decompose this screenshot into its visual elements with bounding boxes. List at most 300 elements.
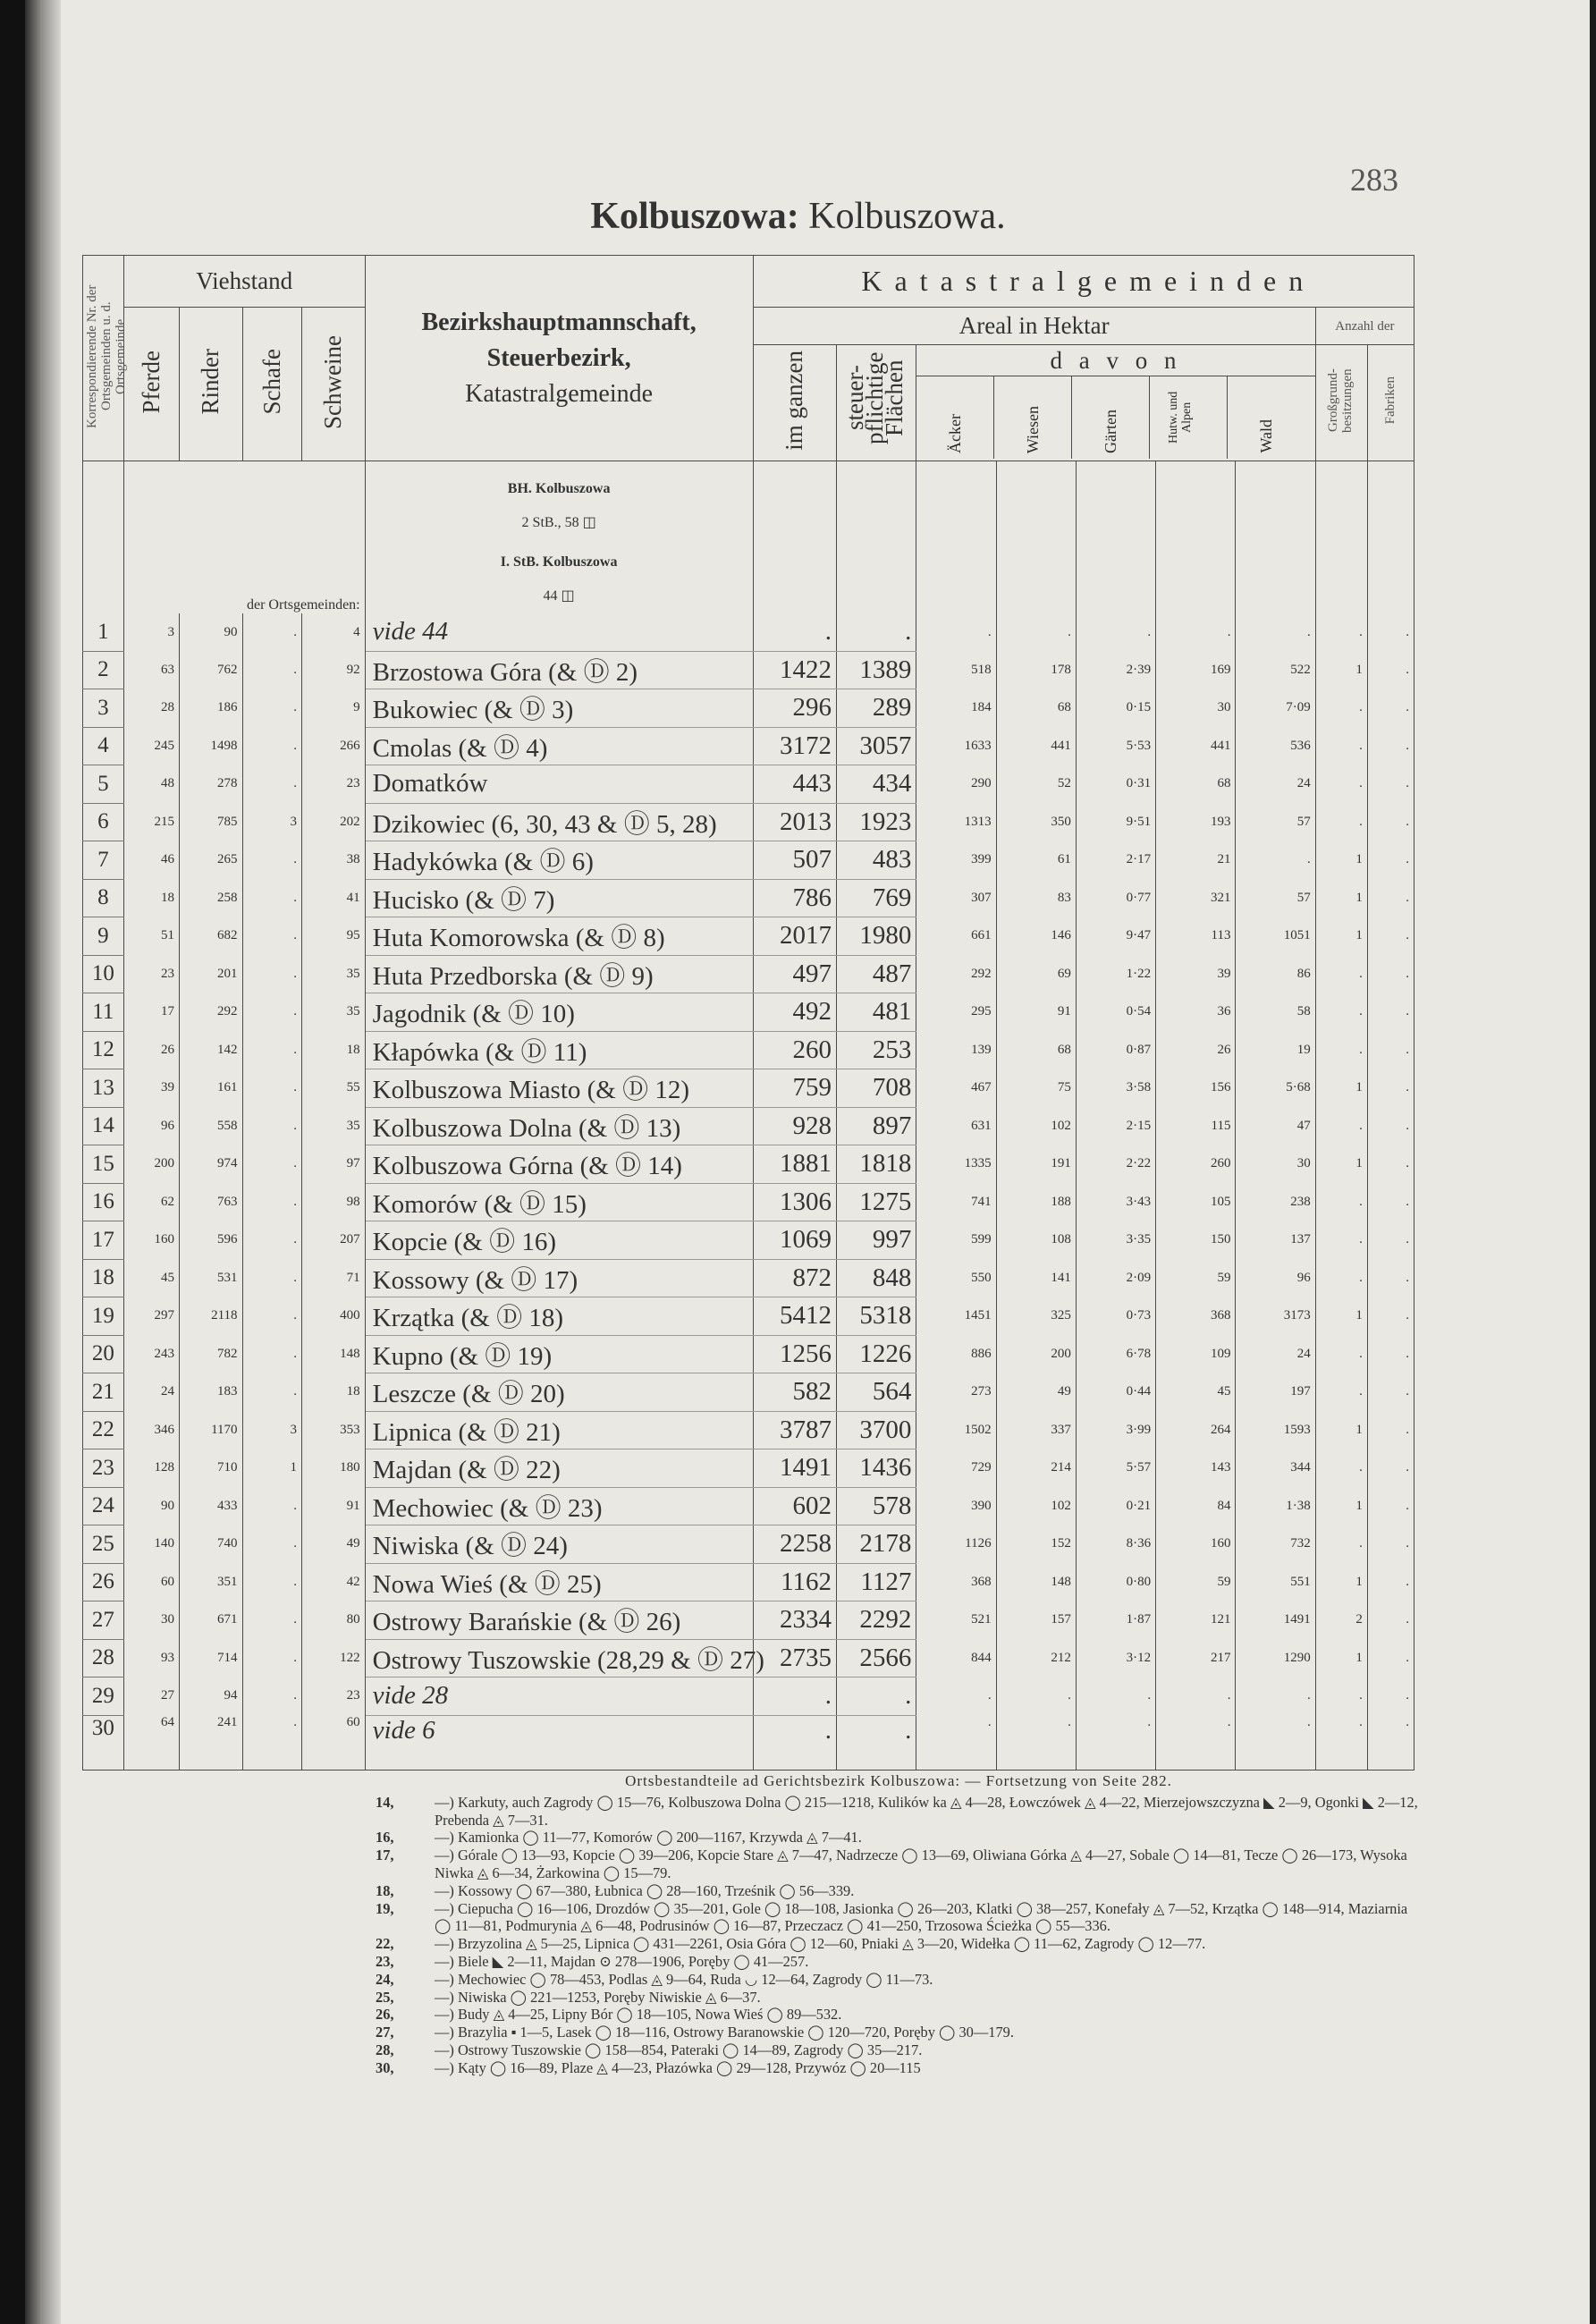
grossgrund-cell: . xyxy=(1315,1183,1367,1221)
col-schweine-header: Schweine xyxy=(301,308,365,461)
steuerpflichtig-cell: 487 xyxy=(837,955,916,993)
footnote-text: —) Kossowy ◯ 67—380, Łubnica ◯ 28—160, Trześnik ◯ 56—339. xyxy=(435,1881,855,1899)
row-number: 14 xyxy=(83,1107,124,1145)
gaerten-cell: 1·22 xyxy=(1076,955,1155,993)
schweine-cell: 202 xyxy=(301,803,365,841)
im-ganzen-cell: 507 xyxy=(753,841,836,880)
gemeinde-name-cell: Kupno (& Ⓓ 19) xyxy=(365,1335,753,1373)
fabriken-cell: . xyxy=(1367,917,1414,956)
row-number: 24 xyxy=(83,1487,124,1525)
rinder-cell: 785 xyxy=(179,803,242,841)
table-row xyxy=(83,803,1414,841)
wiesen-cell: 441 xyxy=(996,727,1076,765)
grossgrund-cell: 1 xyxy=(1315,1487,1367,1525)
rinder-cell: 1170 xyxy=(179,1411,242,1449)
im-ganzen-cell: 1306 xyxy=(753,1183,836,1221)
aecker-cell: 518 xyxy=(916,651,996,689)
gaerten-cell: 8·36 xyxy=(1076,1525,1155,1564)
wald-cell: 19 xyxy=(1236,1031,1315,1069)
intro-empty xyxy=(1156,461,1236,614)
grossgrund-cell: 1 xyxy=(1315,1297,1367,1336)
row-number: 17 xyxy=(83,1221,124,1260)
footnote-item xyxy=(376,1794,1422,1830)
footnotes-heading: Ortsbestandteile ad Gerichtsbezirk Kolbuszowa: — Fortsetzung von Seite 282. xyxy=(625,1772,1172,1789)
grossgrund-cell: 1 xyxy=(1315,1411,1367,1449)
schweine-cell: 41 xyxy=(301,879,365,917)
steuerpflichtig-cell: 997 xyxy=(837,1221,916,1260)
im-ganzen-cell: 2334 xyxy=(753,1601,836,1640)
row-number: 6 xyxy=(83,803,124,841)
aecker-cell: 550 xyxy=(916,1259,996,1297)
intro-num-cell xyxy=(83,461,124,614)
areal-header: Areal in Hektar xyxy=(753,308,1315,345)
footnote-item xyxy=(376,1935,1422,1953)
schweine-cell: 97 xyxy=(301,1145,365,1184)
steuerpflichtig-cell: 3057 xyxy=(837,727,916,765)
footnote-key: 14, xyxy=(376,1793,394,1811)
wald-cell: 344 xyxy=(1236,1449,1315,1488)
schafe-cell: . xyxy=(242,1639,301,1678)
anzahl-header: Anzahl der xyxy=(1315,308,1414,345)
gemeinde-name-cell: Leszcze (& Ⓓ 20) xyxy=(365,1373,753,1412)
gemeinde-name-cell: Kolbuszowa Dolna (& Ⓓ 13) xyxy=(365,1107,753,1145)
intro-empty xyxy=(837,461,916,614)
gemeinde-name-cell: Kopcie (& Ⓓ 16) xyxy=(365,1221,753,1260)
im-ganzen-cell: 296 xyxy=(753,689,836,728)
footnote-text: —) Biele ◣ 2—11, Majdan ⊙ 278—1906, Poręby ◯ 41—257. xyxy=(435,1952,809,1970)
hutweiden-cell: 68 xyxy=(1156,765,1236,804)
page-title xyxy=(0,195,1596,238)
wald-cell: 197 xyxy=(1236,1373,1315,1412)
table-row xyxy=(83,1411,1414,1449)
aecker-cell: 467 xyxy=(916,1069,996,1108)
row-number: 23 xyxy=(83,1449,124,1488)
row-number: 1 xyxy=(83,613,124,651)
gaerten-cell: 0·31 xyxy=(1076,765,1155,804)
steuerpflichtig-cell: 564 xyxy=(837,1373,916,1412)
fabriken-cell: . xyxy=(1367,1107,1414,1145)
gaerten-cell: 3·43 xyxy=(1076,1183,1155,1221)
grossgrund-cell: . xyxy=(1315,765,1367,804)
schweine-cell: 98 xyxy=(301,1183,365,1221)
rinder-cell: 265 xyxy=(179,841,242,880)
gaerten-cell: 3·35 xyxy=(1076,1221,1155,1260)
footnote-item xyxy=(376,1829,1422,1847)
intro-empty xyxy=(1236,461,1315,614)
schafe-cell: . xyxy=(242,727,301,765)
gaerten-cell: 0·80 xyxy=(1076,1563,1155,1601)
pferde-cell: 200 xyxy=(123,1145,179,1184)
grossgrund-cell: . xyxy=(1315,955,1367,993)
fabriken-cell: . xyxy=(1367,1678,1414,1716)
grossgrund-cell: . xyxy=(1315,1221,1367,1260)
footnote-key: 22, xyxy=(376,1935,394,1953)
fabriken-cell: . xyxy=(1367,993,1414,1032)
schafe-cell: . xyxy=(242,1525,301,1564)
table-row xyxy=(83,1678,1414,1716)
fabriken-cell: . xyxy=(1367,1221,1414,1260)
schweine-cell: 91 xyxy=(301,1487,365,1525)
intro-empty xyxy=(753,461,836,614)
grossgrund-cell: . xyxy=(1315,1678,1367,1716)
grossgrund-cell: . xyxy=(1315,613,1367,651)
gaerten-cell: 2·17 xyxy=(1076,841,1155,880)
hutweiden-cell: 109 xyxy=(1156,1335,1236,1373)
hutweiden-cell: 45 xyxy=(1156,1373,1236,1412)
pferde-cell: 245 xyxy=(123,727,179,765)
steuerpflichtig-cell: 1389 xyxy=(837,651,916,689)
rinder-cell: 90 xyxy=(179,613,242,651)
im-ganzen-cell: 759 xyxy=(753,1069,836,1108)
footnote-text: —) Karkuty, auch Zagrody ◯ 15—76, Kolbuszowa Dolna ◯ 215—1218, Kulików ka ◬ 4—28, Łowczówek ◬ 4—22, Mierzejowszczyzna ◣ 2—9, Ogonki ◣ 2—12, Prebenda ◬ 7—31. xyxy=(435,1793,1418,1829)
wiesen-cell: 108 xyxy=(996,1221,1076,1260)
pferde-cell: 63 xyxy=(123,651,179,689)
schafe-cell: . xyxy=(242,1715,301,1770)
pferde-cell: 24 xyxy=(123,1373,179,1412)
schweine-cell: 35 xyxy=(301,955,365,993)
page-title-subdistrict: Kolbuszowa. xyxy=(798,196,1006,237)
hutweiden-cell: 264 xyxy=(1156,1411,1236,1449)
row-number: 18 xyxy=(83,1259,124,1297)
grossgrund-cell: 1 xyxy=(1315,879,1367,917)
wald-cell: 30 xyxy=(1236,1145,1315,1184)
wiesen-cell: 52 xyxy=(996,765,1076,804)
table-row xyxy=(83,689,1414,728)
grossgrund-cell: 1 xyxy=(1315,1563,1367,1601)
schweine-cell: 42 xyxy=(301,1563,365,1601)
steuerpflichtig-cell: 1923 xyxy=(837,803,916,841)
im-ganzen-cell: 872 xyxy=(753,1259,836,1297)
hutweiden-cell: 21 xyxy=(1156,841,1236,880)
wald-cell: 58 xyxy=(1236,993,1315,1032)
aecker-cell: 399 xyxy=(916,841,996,880)
wald-cell: 47 xyxy=(1236,1107,1315,1145)
im-ganzen-cell: 1069 xyxy=(753,1221,836,1260)
fabriken-cell: . xyxy=(1367,1715,1414,1770)
gemeinde-name-cell: Brzostowa Góra (& Ⓓ 2) xyxy=(365,651,753,689)
footnote-key: 28, xyxy=(376,2041,394,2058)
row-number: 12 xyxy=(83,1031,124,1069)
table-body xyxy=(83,461,1414,1770)
davon-group-header xyxy=(916,345,1315,461)
pferde-cell: 23 xyxy=(123,955,179,993)
footnote-item xyxy=(376,1900,1422,1936)
wiesen-cell: . xyxy=(996,613,1076,651)
rinder-cell: 558 xyxy=(179,1107,242,1145)
schafe-cell: . xyxy=(242,955,301,993)
gemeinde-name-cell: vide 28 xyxy=(365,1678,753,1716)
row-number: 13 xyxy=(83,1069,124,1108)
wald-cell: 96 xyxy=(1236,1259,1315,1297)
steuerpflichtig-cell: 848 xyxy=(837,1259,916,1297)
statistics-table xyxy=(82,255,1414,1770)
gemeinde-name-cell: Domatków xyxy=(365,765,753,804)
gemeinde-name-cell: vide 44 xyxy=(365,613,753,651)
fabriken-cell: . xyxy=(1367,879,1414,917)
gaerten-cell: 0·87 xyxy=(1076,1031,1155,1069)
fabriken-cell: . xyxy=(1367,1297,1414,1336)
im-ganzen-cell: 2013 xyxy=(753,803,836,841)
schafe-cell: 3 xyxy=(242,803,301,841)
fabriken-cell: . xyxy=(1367,841,1414,880)
table-row xyxy=(83,1715,1414,1770)
wiesen-cell: 188 xyxy=(996,1183,1076,1221)
im-ganzen-cell: 928 xyxy=(753,1107,836,1145)
wald-cell: 7·09 xyxy=(1236,689,1315,728)
fabriken-cell: . xyxy=(1367,1639,1414,1678)
schweine-cell: 148 xyxy=(301,1335,365,1373)
footnote-item xyxy=(376,1989,1422,2007)
col-aecker-header: Äcker xyxy=(916,376,994,459)
rinder-cell: 974 xyxy=(179,1145,242,1184)
rinder-cell: 531 xyxy=(179,1259,242,1297)
gemeinde-name-cell: Ostrowy Tuszowskie (28,29 & Ⓓ 27) xyxy=(365,1639,753,1678)
pferde-cell: 243 xyxy=(123,1335,179,1373)
gemeinde-name-cell: vide 6 xyxy=(365,1715,753,1770)
schafe-cell: . xyxy=(242,1145,301,1184)
fabriken-cell: . xyxy=(1367,1259,1414,1297)
hutweiden-cell: 115 xyxy=(1156,1107,1236,1145)
row-number: 16 xyxy=(83,1183,124,1221)
wald-cell: 1290 xyxy=(1236,1639,1315,1678)
fabriken-cell: . xyxy=(1367,651,1414,689)
pferde-cell: 297 xyxy=(123,1297,179,1336)
pferde-cell: 17 xyxy=(123,993,179,1032)
schafe-cell: . xyxy=(242,1031,301,1069)
fabriken-cell: . xyxy=(1367,1525,1414,1564)
hutweiden-cell: 193 xyxy=(1156,803,1236,841)
grossgrund-cell: 1 xyxy=(1315,1145,1367,1184)
pferde-cell: 64 xyxy=(123,1715,179,1770)
schweine-cell: 71 xyxy=(301,1259,365,1297)
grossgrund-cell: 2 xyxy=(1315,1601,1367,1640)
table-row xyxy=(83,993,1414,1032)
gemeinde-name-cell: Majdan (& Ⓓ 22) xyxy=(365,1449,753,1488)
hutweiden-cell: 26 xyxy=(1156,1031,1236,1069)
rinder-cell: 161 xyxy=(179,1069,242,1108)
rinder-cell: 278 xyxy=(179,765,242,804)
footnote-item xyxy=(376,2059,1422,2077)
pferde-cell: 30 xyxy=(123,1601,179,1640)
im-ganzen-cell: 2735 xyxy=(753,1639,836,1678)
gaerten-cell: 0·54 xyxy=(1076,993,1155,1032)
aecker-cell: 390 xyxy=(916,1487,996,1525)
aecker-cell: 1335 xyxy=(916,1145,996,1184)
row-number: 29 xyxy=(83,1678,124,1716)
footnote-item xyxy=(376,2041,1422,2059)
gaerten-cell: 2·39 xyxy=(1076,651,1155,689)
hutweiden-cell: 368 xyxy=(1156,1297,1236,1336)
table-row xyxy=(83,765,1414,804)
wiesen-cell: 148 xyxy=(996,1563,1076,1601)
rinder-cell: 241 xyxy=(179,1715,242,1770)
fabriken-cell: . xyxy=(1367,803,1414,841)
fabriken-cell: . xyxy=(1367,689,1414,728)
aecker-cell: 886 xyxy=(916,1335,996,1373)
gaerten-cell: 1·87 xyxy=(1076,1601,1155,1640)
table-row xyxy=(83,1563,1414,1601)
row-number: 27 xyxy=(83,1601,124,1640)
gaerten-cell: 5·53 xyxy=(1076,727,1155,765)
footnote-key: 23, xyxy=(376,1952,394,1970)
wiesen-cell: 68 xyxy=(996,1031,1076,1069)
aecker-cell: 661 xyxy=(916,917,996,956)
rinder-cell: 186 xyxy=(179,689,242,728)
rinder-cell: 682 xyxy=(179,917,242,956)
intro-stb-gemeinden: 44 ◫ xyxy=(543,588,575,604)
fabriken-cell: . xyxy=(1367,1373,1414,1412)
table-row xyxy=(83,917,1414,956)
footnote-item xyxy=(376,2006,1422,2024)
schweine-cell: 60 xyxy=(301,1715,365,1770)
im-ganzen-cell: 602 xyxy=(753,1487,836,1525)
grossgrund-cell: . xyxy=(1315,689,1367,728)
pferde-cell: 26 xyxy=(123,1031,179,1069)
hutweiden-cell: . xyxy=(1156,1715,1236,1770)
footnote-text: —) Brazylia ▪ 1—5, Lasek ◯ 18—116, Ostrowy Baranowskie ◯ 120—720, Poręby ◯ 30—179. xyxy=(435,2024,1014,2041)
col-rinder-header: Rinder xyxy=(179,308,242,461)
footnote-key: 18, xyxy=(376,1881,394,1899)
viehstand-header: Viehstand xyxy=(123,256,365,308)
gemeinde-name-cell: Cmolas (& Ⓓ 4) xyxy=(365,727,753,765)
schweine-cell: 4 xyxy=(301,613,365,651)
gemeinde-name-cell: Hadykówka (& Ⓓ 6) xyxy=(365,841,753,880)
wald-cell: 57 xyxy=(1236,879,1315,917)
row-number: 8 xyxy=(83,879,124,917)
table-row xyxy=(83,1487,1414,1525)
gaerten-cell: 2·15 xyxy=(1076,1107,1155,1145)
bezirk-header: Bezirkshauptmannschaft, Steuerbezirk, Katastralgemeinde xyxy=(365,256,753,461)
gaerten-cell: . xyxy=(1076,1715,1155,1770)
hutweiden-cell: . xyxy=(1156,613,1236,651)
pferde-cell: 3 xyxy=(123,613,179,651)
footnote-text: —) Niwiska ◯ 221—1253, Poręby Niwiskie ◬ 6—37. xyxy=(435,1988,761,2006)
rinder-cell: 710 xyxy=(179,1449,242,1488)
row-number: 10 xyxy=(83,955,124,993)
grossgrund-cell: . xyxy=(1315,1031,1367,1069)
pferde-cell: 96 xyxy=(123,1107,179,1145)
steuerpflichtig-cell: 769 xyxy=(837,879,916,917)
gemeinde-name-cell: Nowa Wieś (& Ⓓ 25) xyxy=(365,1563,753,1601)
steuerpflichtig-cell: 897 xyxy=(837,1107,916,1145)
wiesen-cell: 212 xyxy=(996,1639,1076,1678)
schafe-cell: . xyxy=(242,879,301,917)
gemeinde-name-cell: Huta Przedborska (& Ⓓ 9) xyxy=(365,955,753,993)
row-number: 30 xyxy=(83,1715,124,1770)
row-number: 4 xyxy=(83,727,124,765)
steuerpflichtig-cell: . xyxy=(837,1678,916,1716)
aecker-cell: 1126 xyxy=(916,1525,996,1564)
steuerpflichtig-cell: 2292 xyxy=(837,1601,916,1640)
hutweiden-cell: 217 xyxy=(1156,1639,1236,1678)
col-grossgrund-header: Großgrund-besitzungen xyxy=(1315,345,1367,461)
hutweiden-cell: 143 xyxy=(1156,1449,1236,1488)
im-ganzen-cell: . xyxy=(753,613,836,651)
footnote-item xyxy=(376,1882,1422,1900)
grossgrund-cell: 1 xyxy=(1315,917,1367,956)
im-ganzen-cell: 5412 xyxy=(753,1297,836,1336)
footnote-key: 24, xyxy=(376,1970,394,1988)
intro-stb-count: 2 StB., 58 ◫ xyxy=(521,515,596,530)
aecker-cell: 631 xyxy=(916,1107,996,1145)
pferde-cell: 90 xyxy=(123,1487,179,1525)
fabriken-cell: . xyxy=(1367,1183,1414,1221)
footnote-key: 26, xyxy=(376,2006,394,2024)
steuerpflichtig-cell: . xyxy=(837,613,916,651)
steuerpflichtig-cell: 5318 xyxy=(837,1297,916,1336)
im-ganzen-cell: 1422 xyxy=(753,651,836,689)
wiesen-cell: 350 xyxy=(996,803,1076,841)
fabriken-cell: . xyxy=(1367,727,1414,765)
intro-district-block xyxy=(365,461,753,614)
aecker-cell: . xyxy=(916,1678,996,1716)
wiesen-cell: 69 xyxy=(996,955,1076,993)
table-row xyxy=(83,613,1414,651)
pferde-cell: 51 xyxy=(123,917,179,956)
pferde-cell: 46 xyxy=(123,841,179,880)
hutweiden-cell: 59 xyxy=(1156,1259,1236,1297)
hutweiden-cell: 160 xyxy=(1156,1525,1236,1564)
aecker-cell: 741 xyxy=(916,1183,996,1221)
schafe-cell: . xyxy=(242,613,301,651)
pferde-cell: 128 xyxy=(123,1449,179,1488)
col-gaerten-header: Gärten xyxy=(1072,376,1150,459)
schafe-cell: . xyxy=(242,689,301,728)
im-ganzen-cell: 1881 xyxy=(753,1145,836,1184)
grossgrund-cell: . xyxy=(1315,803,1367,841)
aecker-cell: 1502 xyxy=(916,1411,996,1449)
col-im-ganzen-header: im ganzen xyxy=(753,345,836,461)
gemeinde-name-cell: Hucisko (& Ⓓ 7) xyxy=(365,879,753,917)
intro-empty xyxy=(916,461,996,614)
gemeinde-name-cell: Niwiska (& Ⓓ 24) xyxy=(365,1525,753,1564)
aecker-cell: 368 xyxy=(916,1563,996,1601)
schweine-cell: 35 xyxy=(301,1107,365,1145)
wald-cell: 1·38 xyxy=(1236,1487,1315,1525)
schweine-cell: 266 xyxy=(301,727,365,765)
gemeinde-name-cell: Kolbuszowa Górna (& Ⓓ 14) xyxy=(365,1145,753,1184)
footnote-item xyxy=(376,1847,1422,1882)
wiesen-cell: 214 xyxy=(996,1449,1076,1488)
schafe-cell: 1 xyxy=(242,1449,301,1488)
steuerpflichtig-cell: 3700 xyxy=(837,1411,916,1449)
schweine-cell: 207 xyxy=(301,1221,365,1260)
steuerpflichtig-cell: 2566 xyxy=(837,1639,916,1678)
row-number: 11 xyxy=(83,993,124,1032)
schafe-cell: . xyxy=(242,1297,301,1336)
hutweiden-cell: 156 xyxy=(1156,1069,1236,1108)
row-number: 28 xyxy=(83,1639,124,1678)
hutweiden-cell: 150 xyxy=(1156,1221,1236,1260)
rinder-cell: 714 xyxy=(179,1639,242,1678)
gemeinde-name-cell: Krzątka (& Ⓓ 18) xyxy=(365,1297,753,1336)
footnote-text: —) Mechowiec ◯ 78—453, Podlas ◬ 9—64, Ruda ◡ 12—64, Zagrody ◯ 11—73. xyxy=(435,1970,933,1988)
row-number: 26 xyxy=(83,1563,124,1601)
fabriken-cell: . xyxy=(1367,613,1414,651)
aecker-cell: . xyxy=(916,1715,996,1770)
wald-cell: 24 xyxy=(1236,1335,1315,1373)
row-number: 3 xyxy=(83,689,124,728)
fabriken-cell: . xyxy=(1367,1601,1414,1640)
intro-stb: I. StB. Kolbuszowa xyxy=(500,554,618,570)
intro-empty xyxy=(996,461,1076,614)
wiesen-cell: 146 xyxy=(996,917,1076,956)
wiesen-cell: 83 xyxy=(996,879,1076,917)
footnote-text: —) Kąty ◯ 16—89, Plaze ◬ 4—23, Płazówka ◯ 29—128, Przywóz ◯ 20—115 xyxy=(435,2058,921,2076)
fabriken-cell: . xyxy=(1367,1069,1414,1108)
wald-cell: 522 xyxy=(1236,651,1315,689)
footnotes-list xyxy=(376,1794,1422,2077)
